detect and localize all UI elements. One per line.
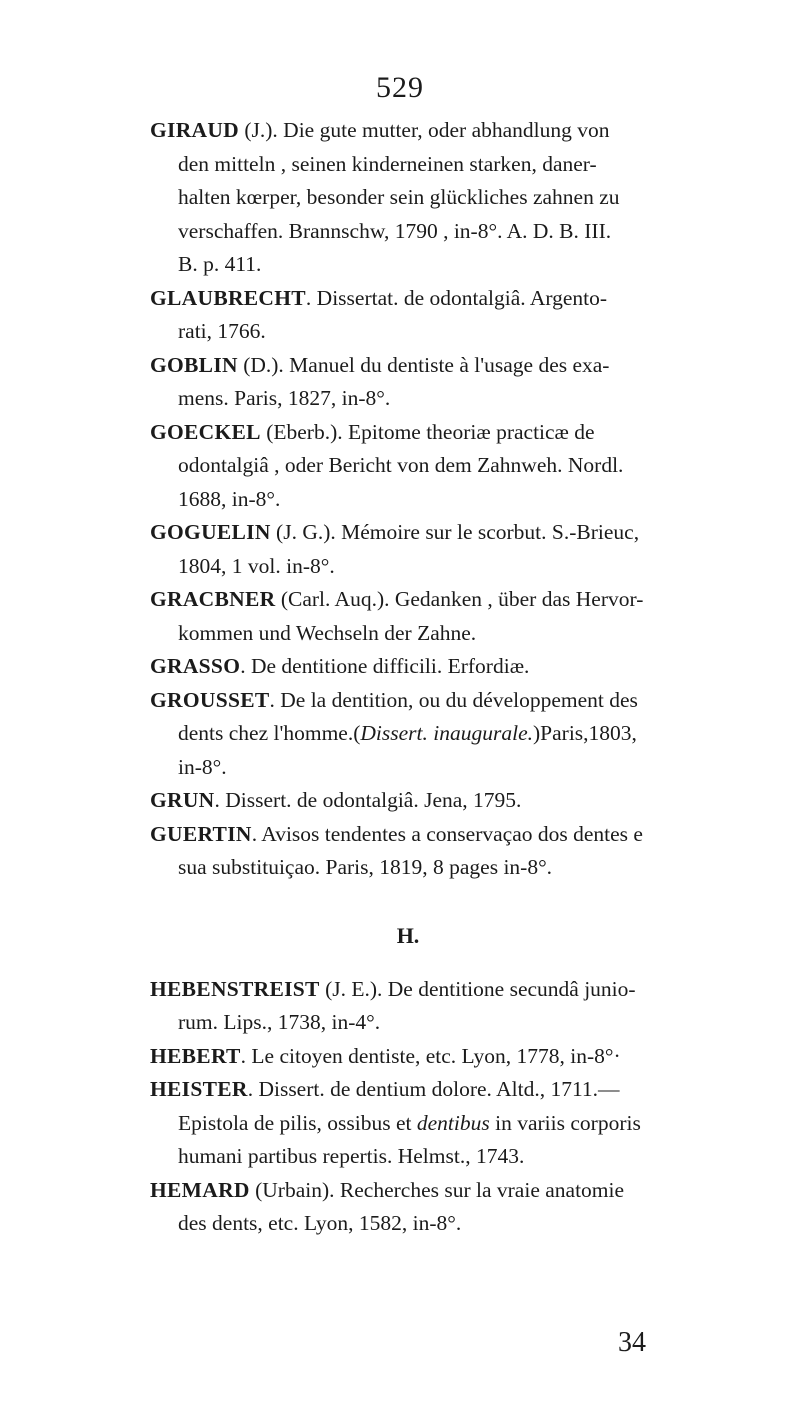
entry-text: . Avisos tendentes a conservaçao dos dentes e	[251, 821, 643, 846]
section-heading-h: H.	[396, 922, 420, 948]
bibliography-entry-goblin	[150, 349, 666, 416]
entry-text: rum. Lips., 1738, in-4°.	[178, 1010, 381, 1034]
author-name: GRASSO	[150, 654, 241, 678]
entry-text: . Dissert. de odontalgiâ. Jena, 1795.	[214, 788, 522, 812]
entry-text: (D.). Manuel du dentiste à l'usage des exa-	[237, 352, 610, 377]
entry-text: sua substituiçao. Paris, 1819, 8 pages in-8°.	[178, 855, 553, 879]
author-name: GRACBNER	[150, 587, 276, 611]
entry-text: in variis corporis	[489, 1110, 641, 1135]
entry-text: (J.). Die gute mutter, oder abhandlung von	[239, 118, 610, 142]
author-name: GRUN	[150, 788, 215, 812]
author-name: HEMARD	[150, 1177, 250, 1202]
bibliography-column	[150, 114, 666, 1241]
entry-text: den mitteln , seinen kinderneinen starken, daner-	[178, 151, 597, 176]
entry-text: 1688, in-8°.	[178, 486, 281, 511]
bibliography-entry-heister	[150, 1073, 666, 1174]
author-name: GUERTIN	[150, 821, 252, 846]
entry-text: verschaffen. Brannschw, 1790 , in-8°. A. D. B. III.	[178, 218, 612, 243]
entry-text: kommen und Wechseln der Zahne.	[178, 620, 477, 645]
bibliography-entry-giraud	[150, 114, 666, 282]
entry-text: humani partibus repertis. Helmst., 1743.	[178, 1144, 525, 1168]
entry-text: )Paris,1803,	[533, 721, 637, 745]
entry-text: in-8°.	[178, 754, 227, 779]
entry-text: (Urbain). Recherches sur la vraie anatomie	[249, 1177, 625, 1202]
author-name: HEBERT	[150, 1043, 241, 1068]
entry-text: . Dissertat. de odontalgiâ. Argento-	[305, 285, 608, 310]
entry-text: . De la dentition, ou du développement des	[269, 687, 638, 712]
entry-text: B. p. 411.	[178, 252, 262, 276]
bibliography-entry-goguelin	[150, 516, 666, 583]
entry-text: mens. Paris, 1827, in-8°.	[178, 386, 391, 410]
bibliography-entry-guertin	[150, 818, 666, 885]
bibliography-entry-grasso	[150, 650, 666, 684]
author-name: GLAUBRECHT	[150, 285, 306, 310]
author-name: GROUSSET	[150, 687, 270, 712]
entry-text: dents chez l'homme.(	[178, 721, 361, 745]
entry-text: odontalgiâ , oder Bericht von dem Zahnweh. Nordl.	[178, 453, 624, 477]
entry-text: . Dissert. de dentium dolore. Altd., 1711.—	[247, 1077, 620, 1101]
bibliography-entry-gracbner	[150, 583, 666, 650]
bibliography-entry-hebenstreist	[150, 973, 666, 1040]
bibliography-entry-goeckel	[150, 416, 666, 517]
entry-text: . Le citoyen dentiste, etc. Lyon, 1778, in-8°·	[240, 1043, 621, 1068]
entry-text: (Eberb.). Epitome theoriæ practicæ de	[260, 419, 595, 444]
entry-text: (Carl. Auq.). Gedanken , über das Hervor-	[275, 587, 644, 611]
entry-italic-text: Dissert. inaugurale.	[360, 721, 533, 745]
entry-italic-text: dentibus	[416, 1110, 490, 1135]
entry-text: . De dentitione difficili. Erfordiæ.	[240, 654, 530, 678]
entry-text: rati, 1766.	[178, 319, 266, 343]
author-name: GOBLIN	[150, 352, 238, 377]
entry-text: Epistola de pilis, ossibus et	[178, 1110, 417, 1135]
entry-text: des dents, etc. Lyon, 1582, in-8°.	[178, 1211, 462, 1235]
author-name: GIRAUD	[150, 118, 239, 142]
author-name: HEBENSTREIST	[150, 976, 320, 1001]
bibliography-entry-hemard	[150, 1174, 666, 1241]
page-number: 529	[376, 71, 424, 104]
author-name: HEISTER	[150, 1077, 248, 1101]
printer-signature-mark: 34	[618, 1327, 646, 1358]
entry-text: halten kœrper, besonder sein glückliches zahnen zu	[178, 185, 620, 209]
bibliography-entry-hebert	[150, 1040, 666, 1074]
entry-text: (J. E.). De dentitione secundâ junio-	[319, 976, 636, 1001]
author-name: GOGUELIN	[150, 520, 271, 544]
bibliography-entry-grousset	[150, 684, 666, 785]
author-name: GOECKEL	[150, 419, 261, 444]
entry-text: (J. G.). Mémoire sur le scorbut. S.-Brieuc,	[270, 520, 640, 544]
bibliography-entry-glaubrecht	[150, 282, 666, 349]
bibliography-entry-grun	[150, 784, 666, 818]
entry-text: 1804, 1 vol. in-8°.	[178, 553, 335, 578]
